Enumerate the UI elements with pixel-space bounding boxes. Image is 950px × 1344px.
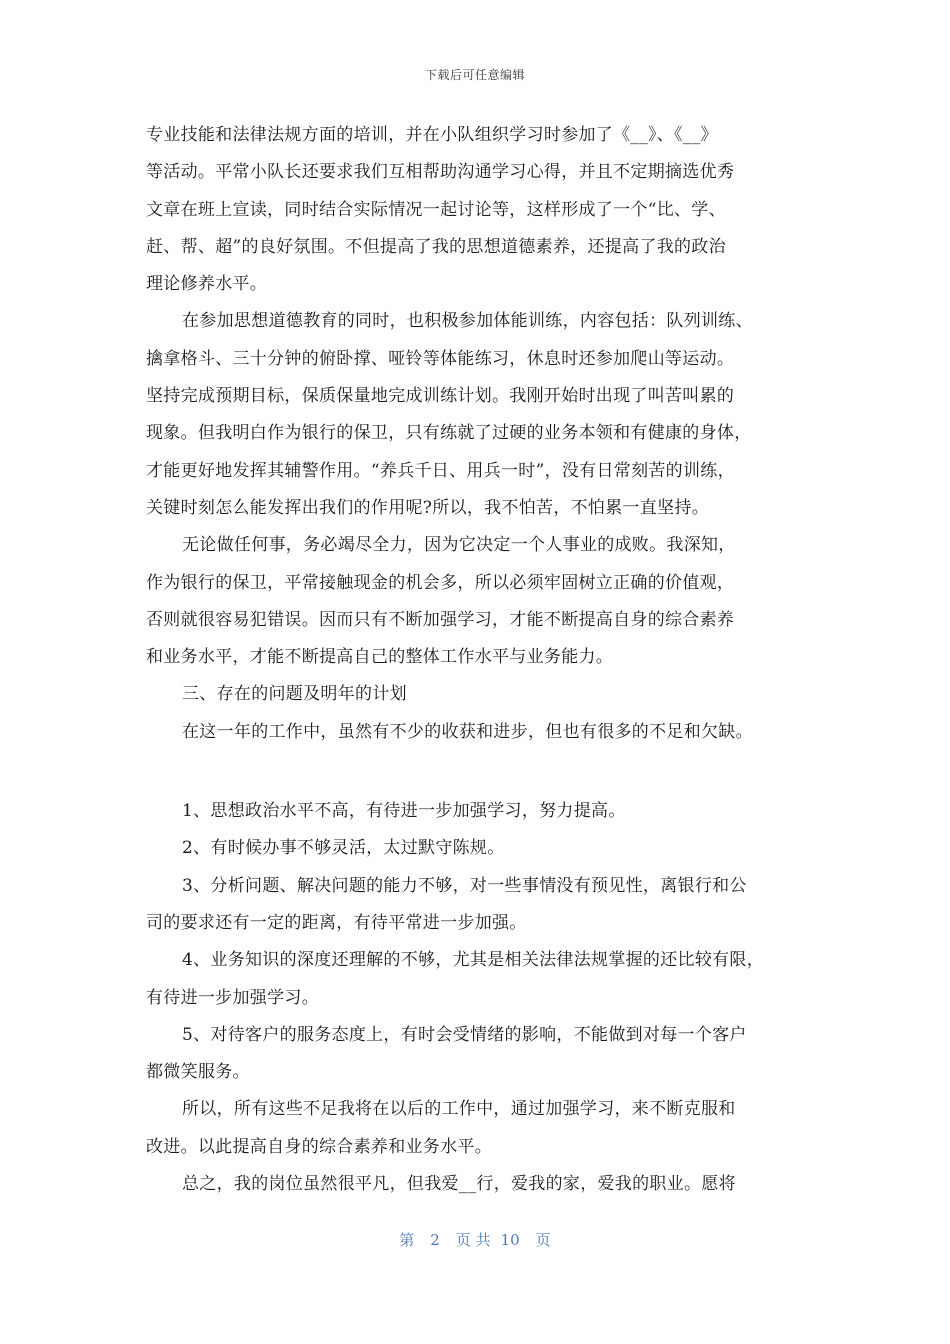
body-line: 坚持完成预期目标，保质保量地完成训练计划。我刚开始时出现了叫苦叫累的 [146, 386, 735, 407]
body-line: 改进。以此提高自身的综合素养和业务水平。 [146, 1136, 492, 1157]
paragraph-start-line: 在这一年的工作中，虽然有不少的收获和进步，但也有很多的不足和欠缺。 [182, 721, 753, 742]
paragraph-gap [146, 751, 818, 793]
list-item-continuation: 都微笑服务。 [146, 1062, 250, 1083]
body-line: 理论修养水平。 [146, 274, 268, 295]
body-line: 文章在班上宣读，同时结合实际情况一起讨论等，这样形成了一个“比、学、 [146, 199, 726, 220]
body-line: 作为银行的保卫，平常接触现金的机会多，所以必须牢固树立正确的价值观， [146, 572, 735, 593]
list-item: 1、思想政治水平不高，有待进一步加强学习，努力提高。 [182, 801, 626, 822]
body-line: 否则就很容易犯错误。因而只有不断加强学习，才能不断提高自身的综合素养 [146, 609, 735, 630]
document-body [146, 117, 818, 1203]
paragraph-start-line: 总之，我的岗位虽然很平凡，但我爱__行，爱我的家，爱我的职业。愿将 [182, 1174, 736, 1195]
list-item-continuation: 司的要求还有一定的距离，有待平常进一步加强。 [146, 912, 527, 933]
body-line: 和业务水平，才能不断提高自己的整体工作水平与业务能力。 [146, 647, 614, 668]
list-item: 4、业务知识的深度还理解的不够，尤其是相关法律法规掌握的还比较有限， [182, 950, 765, 971]
footer-middle: 页 共 [455, 1231, 491, 1249]
list-item: 2、有时候办事不够灵活，太过默守陈规。 [182, 838, 505, 859]
footer-total-pages: 10 [500, 1231, 520, 1249]
body-line: 关键时刻怎么能发挥出我们的作用呢?所以，我不怕苦，不怕累一直坚持。 [146, 497, 710, 518]
body-line: 赶、帮、超”的良好氛围。不但提高了我的思想道德素养，还提高了我的政治 [146, 236, 726, 257]
body-line: 等活动。平常小队长还要求我们互相帮助沟通学习心得，并且不定期摘选优秀 [146, 162, 735, 183]
list-item: 3、分析问题、解决问题的能力不够，对一些事情没有预见性，离银行和公 [182, 875, 747, 896]
footer-current-page: 2 [430, 1231, 440, 1249]
paragraph-start-line: 在参加思想道德教育的同时，也积极参加体能训练，内容包括：队列训练、 [182, 311, 753, 332]
page-number-footer [0, 1229, 950, 1250]
section-heading: 三、存在的问题及明年的计划 [182, 684, 407, 705]
paragraph-start-line: 无论做任何事，务必竭尽全力，因为它决定一个人事业的成败。我深知， [182, 535, 736, 556]
body-line: 专业技能和法律法规方面的培训，并在小队组织学习时参加了《__》、《__》 [146, 125, 718, 145]
body-line: 现象。但我明白作为银行的保卫，只有练就了过硬的业务本领和有健康的身体， [146, 423, 752, 444]
body-line: 才能更好地发挥其辅警作用。“养兵千日、用兵一时”，没有日常刻苦的训练， [146, 460, 735, 481]
footer-suffix: 页 [535, 1231, 551, 1249]
page-header-note: 下载后可任意编辑 [424, 68, 525, 82]
list-item-continuation: 有待进一步加强学习。 [146, 987, 319, 1008]
list-item: 5、对待客户的服务态度上，有时会受情绪的影响，不能做到对每一个客户 [182, 1024, 747, 1045]
footer-prefix: 第 [399, 1231, 415, 1249]
paragraph-start-line: 所以，所有这些不足我将在以后的工作中，通过加强学习，来不断克服和 [182, 1099, 736, 1120]
body-line: 擒拿格斗、三十分钟的俯卧撑、哑铃等体能练习，休息时还参加爬山等运动。 [146, 348, 735, 369]
